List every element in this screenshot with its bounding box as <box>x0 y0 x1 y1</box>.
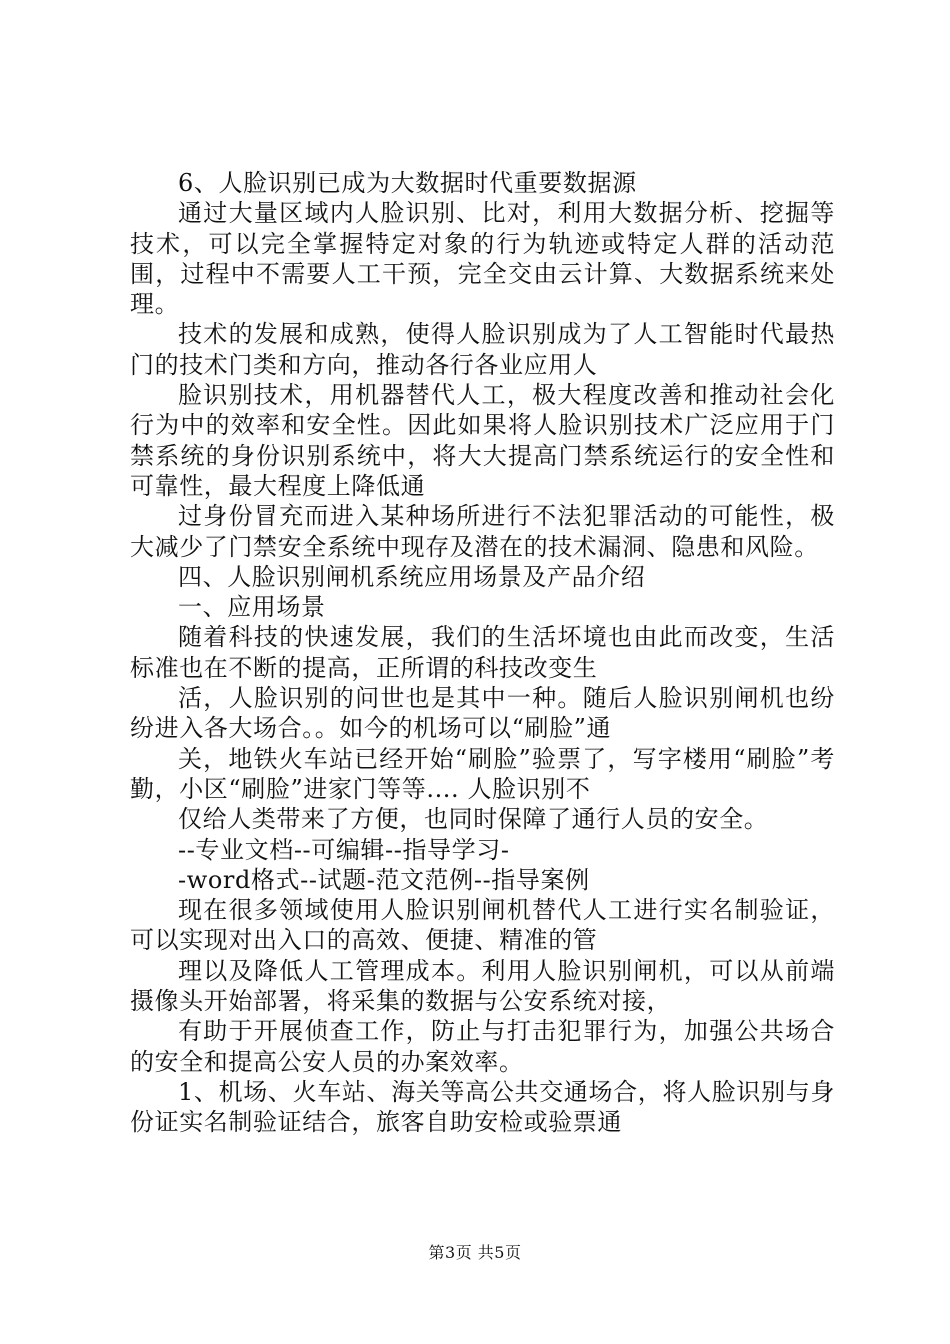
subsection-heading: 一、应用场景 <box>178 593 326 622</box>
paragraph: 1、机场、火车站、海关等高公共交通场合，将人脸识别与身份证实名制验证结合，旅客自助安检或验票通 <box>130 1077 835 1137</box>
paragraph: 过身份冒充而进入某种场所进行不法犯罪活动的可能性，极大减少了门禁安全系统中现存及潜在的技术漏洞、隐患和风险。 <box>130 502 835 561</box>
paragraph: 关，地铁火车站已经开始“刷脸”验票了，写字楼用“刷脸”考勤，小区“刷脸”进家门等等.... 人脸识别不 <box>130 744 835 803</box>
paragraph: 仅给人类带来了方便，也同时保障了通行人员的安全。 <box>178 805 769 834</box>
section-heading: 四、人脸识别闸机系统应用场景及产品介绍 <box>178 562 646 591</box>
paragraph: 有助于开展侦查工作，防止与打击犯罪行为，加强公共场合的安全和提高公安人员的办案效率。 <box>130 1017 835 1076</box>
paragraph: 活，人脸识别的问世也是其中一种。随后人脸识别闸机也纷纷进入各大场合。。如今的机场可以“刷脸”通 <box>130 684 835 743</box>
paragraph: 理以及降低人工管理成本。利用人脸识别闸机，可以从前端摄像头开始部署，将采集的数据与公安系统对接， <box>130 956 835 1016</box>
watermark-line: --专业文档--可编辑--指导学习- <box>178 835 510 864</box>
paragraph: 随着科技的快速发展，我们的生活坏境也由此而改变，生活标准也在不断的提高，正所谓的科技改变生 <box>130 623 835 682</box>
paragraph-heading-big-data: 6、人脸识别已成为大数据时代重要数据源 <box>178 169 637 197</box>
document-body <box>130 168 835 1138</box>
watermark-line: -word格式--试题-范文范例--指导案例 <box>178 865 590 894</box>
paragraph: 脸识别技术，用机器替代人工，极大程度改善和推动社会化行为中的效率和安全性。因此如果将人脸识别技术广泛应用于门禁系统的身份识别系统中，将大大提高门禁系统运行的安全性和可靠性，最大程度上降低通 <box>130 381 835 500</box>
paragraph: 现在很多领域使用人脸识别闸机替代人工进行实名制验证，可以实现对出入口的高效、便捷、精准的管 <box>130 896 835 955</box>
paragraph: 技术的发展和成熟，使得人脸识别成为了人工智能时代最热门的技术门类和方向，推动各行各业应用人 <box>130 320 835 379</box>
page-number-footer: 第3页 共5页 <box>428 1243 522 1262</box>
paragraph: 通过大量区域内人脸识别、比对，利用大数据分析、挖掘等技术，可以完全掌握特定对象的行为轨迹或特定人群的活动范围，过程中不需要人工干预，完全交由云计算、大数据系统来处理。 <box>130 199 835 319</box>
